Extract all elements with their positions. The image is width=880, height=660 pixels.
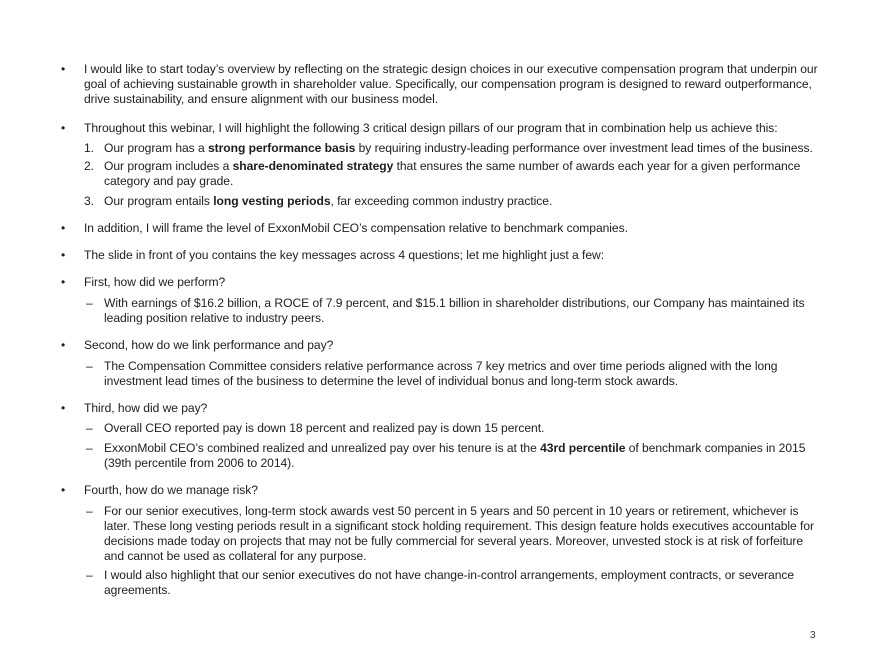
- pillar-text: Our program entails long vesting periods, far exceeding common industry practice.: [104, 194, 553, 208]
- bullet-text: I would like to start today’s overview by reflecting on the strategic design choices in our executive compensation program that underpin our goal of achieving sustainable growth in shareholder value. Specifically, our compensation program is designed to reward outperformance, drive sustainability, and ensure alignment with our business model.: [84, 62, 818, 106]
- sub-item-text: I would also highlight that our senior executives do not have change-in-control arrangements, employment contracts, or severance agreements.: [104, 568, 795, 597]
- pillar-highlight: long vesting periods: [213, 194, 331, 208]
- bullet-text: In addition, I will frame the level of ExxonMobil CEO’s compensation relative to benchmark companies.: [84, 221, 628, 235]
- pillar-text: Our program includes a share-denominated strategy that ensures the same number of awards each year for a given performance category and pay grade.: [104, 159, 801, 188]
- bullet-text: The slide in front of you contains the key messages across 4 questions; let me highlight just a few:: [84, 248, 605, 262]
- bullet-marker: •: [61, 248, 66, 262]
- bullet-text: Second, how do we link performance and pay?: [84, 338, 334, 352]
- pillar-number: 2.: [84, 159, 94, 173]
- bullet-marker: •: [61, 221, 66, 235]
- pillar-number: 3.: [84, 194, 94, 208]
- dash-marker: –: [86, 568, 93, 582]
- sub-item-text: With earnings of $16.2 billion, a ROCE of 7.9 percent, and $15.1 billion in shareholder distributions, our Company has maintained its leading position relative to industry peers.: [104, 296, 805, 325]
- percentile-highlight: 43rd percentile: [540, 441, 626, 455]
- dash-marker: –: [86, 296, 93, 310]
- bullet-text: First, how did we perform?: [84, 275, 226, 289]
- page-number: 3: [810, 630, 816, 641]
- bullet-marker: •: [61, 62, 66, 76]
- dash-marker: –: [86, 421, 93, 435]
- dash-marker: –: [86, 504, 93, 518]
- sub-item-text: For our senior executives, long-term stock awards vest 50 percent in 5 years and 50 percent in 10 years or retirement, whichever is later. These long vesting periods result in a significant stock holding requirement. This design feature holds executives accountable for decisions made today on projects that may not be fully commercial for several years. Moreover, unvested stock is at risk of forfeiture and cannot be used as collateral for any purpose.: [104, 504, 815, 563]
- pillar-highlight: share-denominated strategy: [232, 159, 394, 173]
- bullet-text: Fourth, how do we manage risk?: [84, 483, 258, 497]
- bullet-marker: •: [61, 483, 66, 497]
- bullet-text: Third, how did we pay?: [84, 401, 208, 415]
- bullet-text: Throughout this webinar, I will highlight the following 3 critical design pillars of our program that in combination help us achieve this:: [84, 121, 778, 135]
- pillar-number: 1.: [84, 141, 94, 155]
- bullet-marker: •: [61, 401, 66, 415]
- pillar-highlight: strong performance basis: [207, 141, 356, 155]
- bullet-marker: •: [61, 275, 66, 289]
- sub-item-text: ExxonMobil CEO’s combined realized and unrealized pay over his tenure is at the 43rd percentile of benchmark companies in 2015 (39th percentile from 2006 to 2014).: [104, 441, 806, 470]
- bullet-marker: •: [61, 121, 66, 135]
- dash-marker: –: [86, 441, 93, 455]
- bullet-marker: •: [61, 338, 66, 352]
- sub-item-text: The Compensation Committee considers relative performance across 7 key metrics and over time periods aligned with the long investment lead times of the business to determine the level of individual bonus and long-term stock awards.: [104, 359, 778, 388]
- pillar-text: Our program has a strong performance basis by requiring industry-leading performance over investment lead times of the business.: [104, 141, 813, 155]
- dash-marker: –: [86, 359, 93, 373]
- sub-item-text: Overall CEO reported pay is down 18 percent and realized pay is down 15 percent.: [104, 421, 545, 435]
